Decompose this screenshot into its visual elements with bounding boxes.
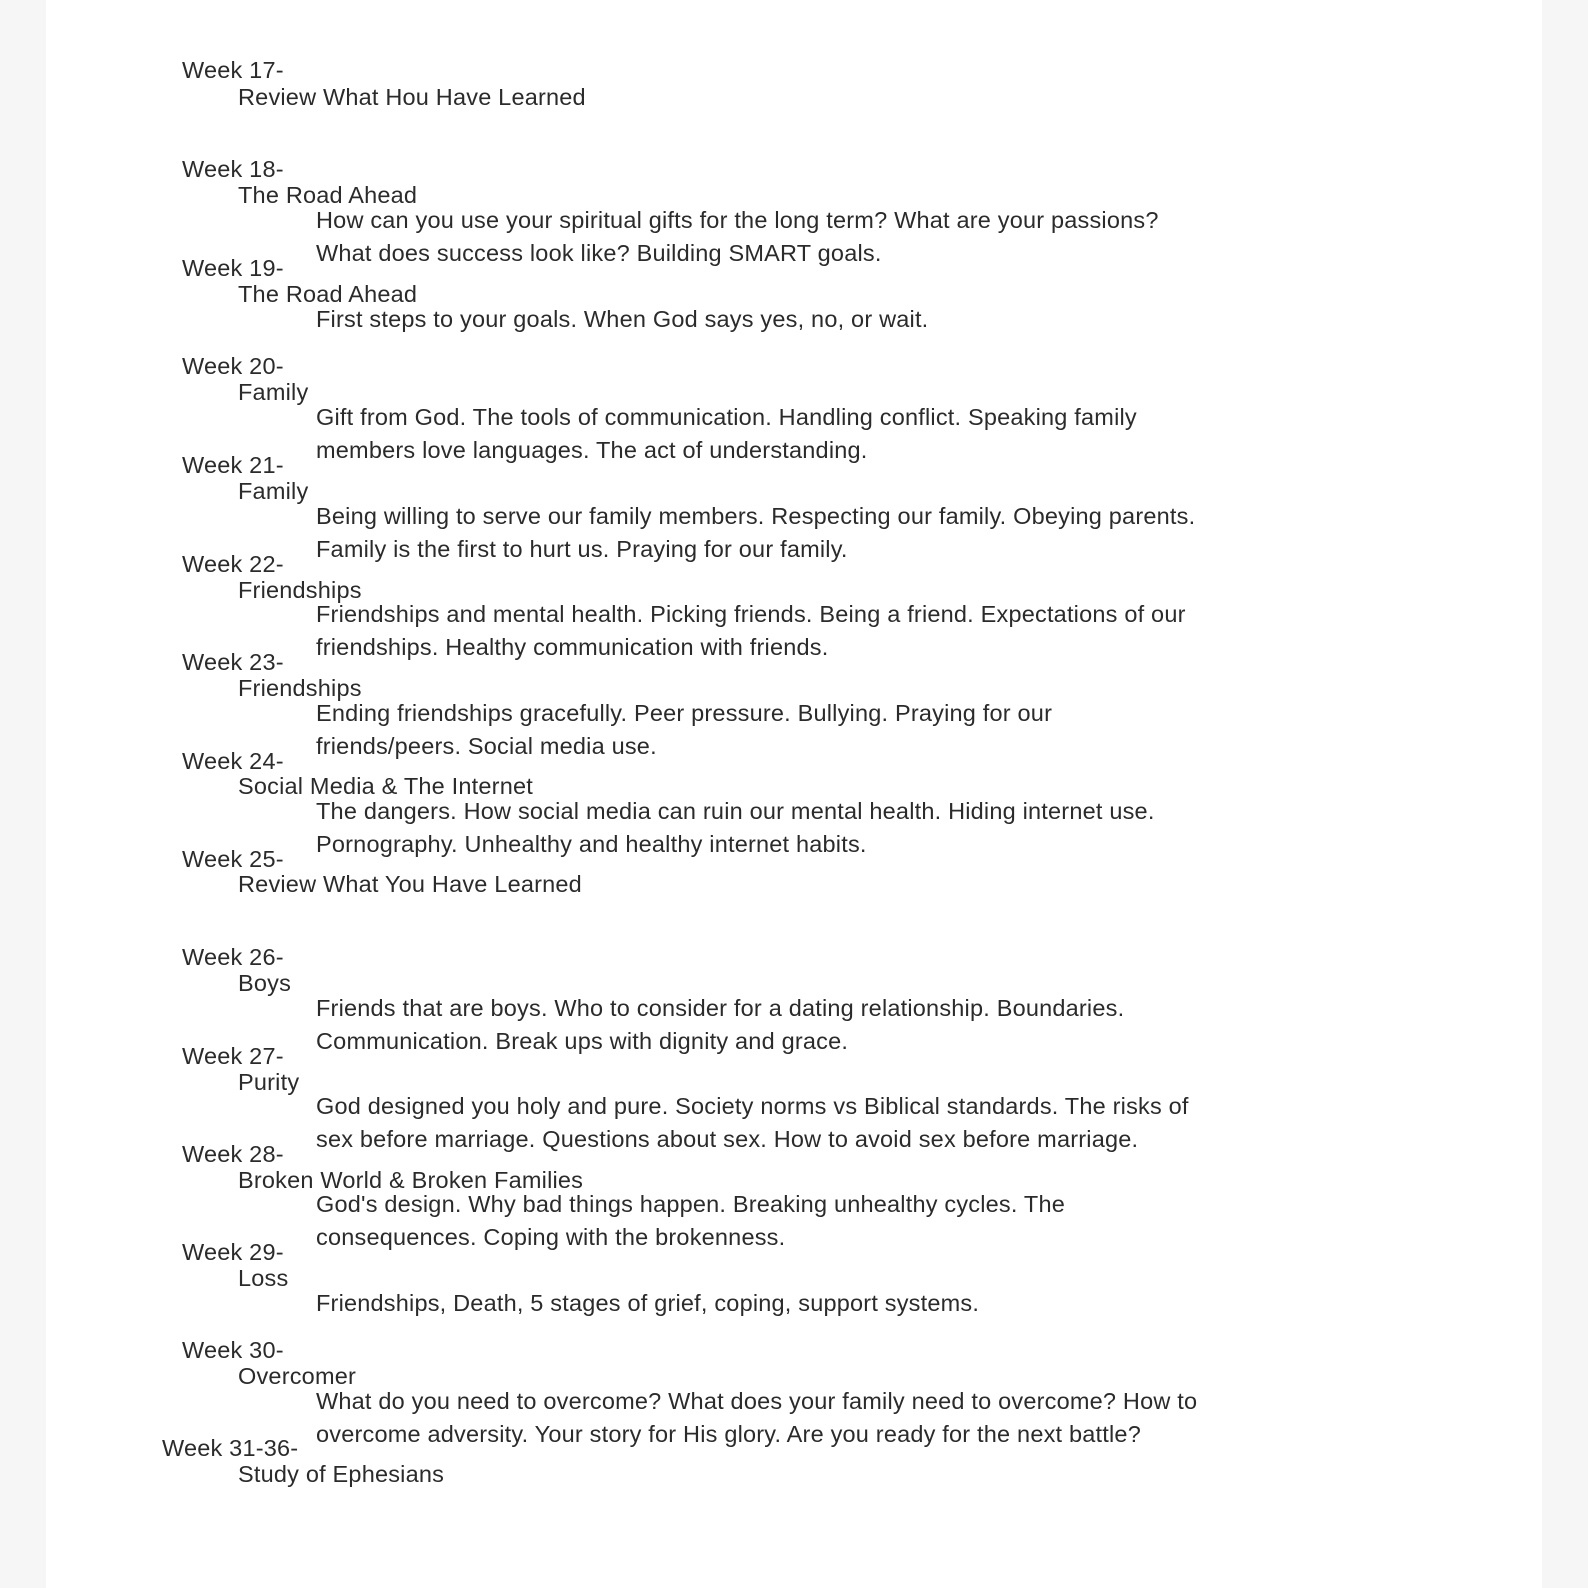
week-description-line: First steps to your goals. When God says yes, no, or wait. bbox=[316, 306, 929, 332]
week-label: Week 24- bbox=[182, 748, 284, 774]
week-description-line: Pornography. Unhealthy and healthy internet habits. bbox=[316, 831, 867, 857]
week-topic: Family bbox=[238, 478, 309, 504]
week-label: Week 18- bbox=[182, 156, 284, 182]
week-label: Week 28- bbox=[182, 1141, 284, 1167]
week-description-line: What does success look like? Building SMART goals. bbox=[316, 240, 882, 266]
week-description-line: Family is the first to hurt us. Praying for our family. bbox=[316, 536, 848, 562]
week-topic: Review What You Have Learned bbox=[238, 871, 582, 897]
week-description-line: members love languages. The act of understanding. bbox=[316, 437, 868, 463]
week-topic: Social Media & The Internet bbox=[238, 773, 533, 799]
week-topic: Broken World & Broken Families bbox=[238, 1167, 584, 1193]
week-description-line: What do you need to overcome? What does your family need to overcome? How to bbox=[316, 1388, 1198, 1414]
week-description-line: Being willing to serve our family members. Respecting our family. Obeying parents. bbox=[316, 503, 1196, 529]
week-description-line: God designed you holy and pure. Society norms vs Biblical standards. The risks of bbox=[316, 1093, 1189, 1119]
week-topic: Family bbox=[238, 379, 309, 405]
week-label: Week 21- bbox=[182, 452, 284, 478]
week-label: Week 25- bbox=[182, 846, 284, 872]
week-label: Week 29- bbox=[182, 1239, 284, 1265]
week-label: Week 26- bbox=[182, 944, 284, 970]
week-label: Week 20- bbox=[182, 353, 284, 379]
week-description-line: How can you use your spiritual gifts for the long term? What are your passions? bbox=[316, 207, 1159, 233]
week-topic: Friendships bbox=[238, 577, 362, 603]
week-description-line: overcome adversity. Your story for His glory. Are you ready for the next battle? bbox=[316, 1421, 1141, 1447]
week-label: Week 19- bbox=[182, 255, 284, 281]
week-description-line: friends/peers. Social media use. bbox=[316, 733, 657, 759]
week-topic: The Road Ahead bbox=[238, 182, 418, 208]
week-description-line: God's design. Why bad things happen. Breaking unhealthy cycles. The bbox=[316, 1191, 1066, 1217]
week-topic: The Road Ahead bbox=[238, 281, 418, 307]
week-description-line: friendships. Healthy communication with friends. bbox=[316, 634, 829, 660]
week-topic: Boys bbox=[238, 970, 292, 996]
week-description-line: Ending friendships gracefully. Peer pressure. Bullying. Praying for our bbox=[316, 700, 1053, 726]
week-description-line: Friends that are boys. Who to consider for a dating relationship. Boundaries. bbox=[316, 995, 1125, 1021]
week-label: Week 22- bbox=[182, 551, 284, 577]
week-description-line: The dangers. How social media can ruin our mental health. Hiding internet use. bbox=[316, 798, 1155, 824]
week-description-line: consequences. Coping with the brokenness. bbox=[316, 1224, 786, 1250]
week-label: Week 31-36- bbox=[162, 1435, 299, 1461]
week-description-line: sex before marriage. Questions about sex. How to avoid sex before marriage. bbox=[316, 1126, 1139, 1152]
week-description-line: Friendships and mental health. Picking friends. Being a friend. Expectations of our bbox=[316, 601, 1186, 627]
week-label: Week 27- bbox=[182, 1043, 284, 1069]
week-label: Week 17- bbox=[182, 57, 284, 83]
week-topic: Overcomer bbox=[238, 1363, 357, 1389]
week-topic: Purity bbox=[238, 1069, 300, 1095]
curriculum-page bbox=[46, 0, 1542, 1588]
week-topic: Friendships bbox=[238, 675, 362, 701]
week-topic: Study of Ephesians bbox=[238, 1461, 445, 1487]
week-topic: Review What Hou Have Learned bbox=[238, 84, 586, 110]
week-description-line: Communication. Break ups with dignity and grace. bbox=[316, 1028, 849, 1054]
week-topic: Loss bbox=[238, 1265, 289, 1291]
week-label: Week 30- bbox=[182, 1337, 284, 1363]
week-description-line: Friendships, Death, 5 stages of grief, coping, support systems. bbox=[316, 1290, 980, 1316]
week-description-line: Gift from God. The tools of communication. Handling conflict. Speaking family bbox=[316, 404, 1137, 430]
week-label: Week 23- bbox=[182, 649, 284, 675]
